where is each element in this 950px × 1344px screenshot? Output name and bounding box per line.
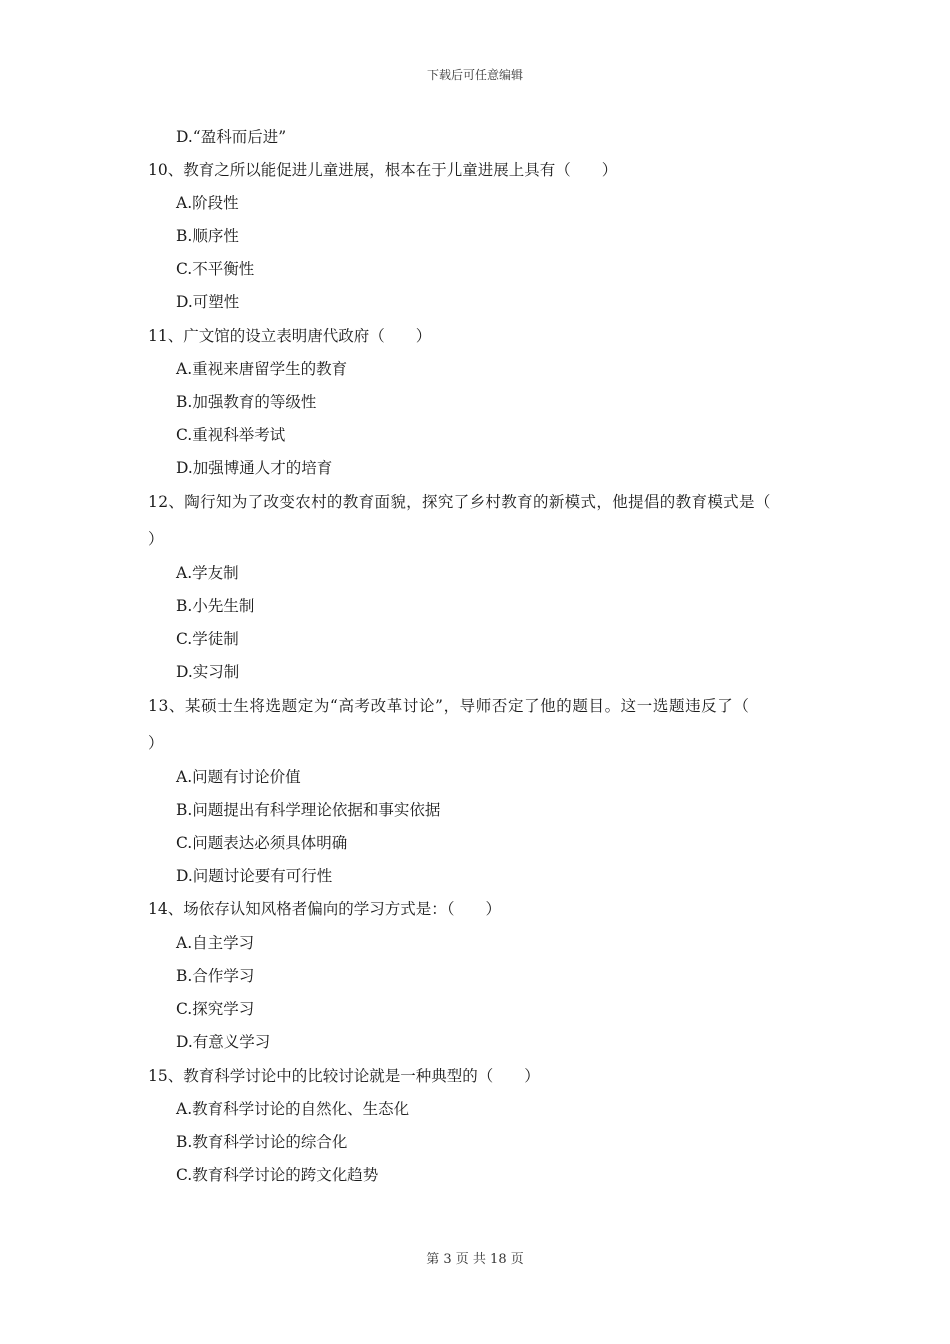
page-footer: 第 3 页 共 18 页	[426, 1252, 524, 1267]
option-line: A.自主学习	[176, 934, 255, 952]
question-line: 14、场依存认知风格者偏向的学习方式是：（ ）	[148, 900, 501, 918]
option-line: D.有意义学习	[176, 1033, 271, 1051]
option-line: B.合作学习	[176, 967, 255, 985]
option-line: D.问题讨论要有可行性	[176, 867, 333, 885]
question-line: 10、教育之所以能促进儿童进展，根本在于儿童进展上具有（ ）	[148, 161, 618, 179]
question-continuation: ）	[148, 530, 164, 548]
option-line: B.顺序性	[176, 227, 239, 245]
option-line: A.问题有讨论价值	[176, 768, 301, 786]
option-line: B.教育科学讨论的综合化	[176, 1133, 348, 1151]
option-line: A.教育科学讨论的自然化、生态化	[176, 1100, 410, 1118]
page-header: 下载后可任意编辑	[426, 68, 523, 82]
option-line: A.学友制	[176, 564, 239, 582]
option-line: C.问题表达必须具体明确	[176, 834, 348, 852]
option-line: C.重视科举考试	[176, 426, 286, 444]
option-line: C.学徒制	[176, 630, 239, 648]
option-line: D.实习制	[176, 663, 240, 681]
option-line: B.加强教育的等级性	[176, 393, 317, 411]
option-line: C.不平衡性	[176, 260, 255, 278]
option-line: A.重视来唐留学生的教育	[176, 360, 348, 378]
question-continuation: ）	[148, 734, 164, 752]
option-line: C.教育科学讨论的跨文化趋势	[176, 1166, 379, 1184]
question-line: 12、陶行知为了改变农村的教育面貌，探究了乡村教育的新模式，他提倡的教育模式是（	[148, 493, 771, 511]
question-line: 15、教育科学讨论中的比较讨论就是一种典型的（ ）	[148, 1067, 540, 1085]
option-line: D.可塑性	[176, 293, 240, 311]
question-line: 11、广文馆的设立表明唐代政府（ ）	[148, 327, 432, 345]
option-line: C.探究学习	[176, 1000, 255, 1018]
question-line: 13、某硕士生将选题定为“高考改革讨论”，导师否定了他的题目。这一选题违反了（	[148, 697, 750, 715]
option-line: B.问题提出有科学理论依据和事实依据	[176, 801, 441, 819]
option-line: B.小先生制	[176, 597, 255, 615]
option-line: D.加强博通人才的培育	[176, 459, 333, 477]
option-line: A.阶段性	[176, 194, 239, 212]
option-line: D.“盈科而后进”	[176, 128, 287, 146]
